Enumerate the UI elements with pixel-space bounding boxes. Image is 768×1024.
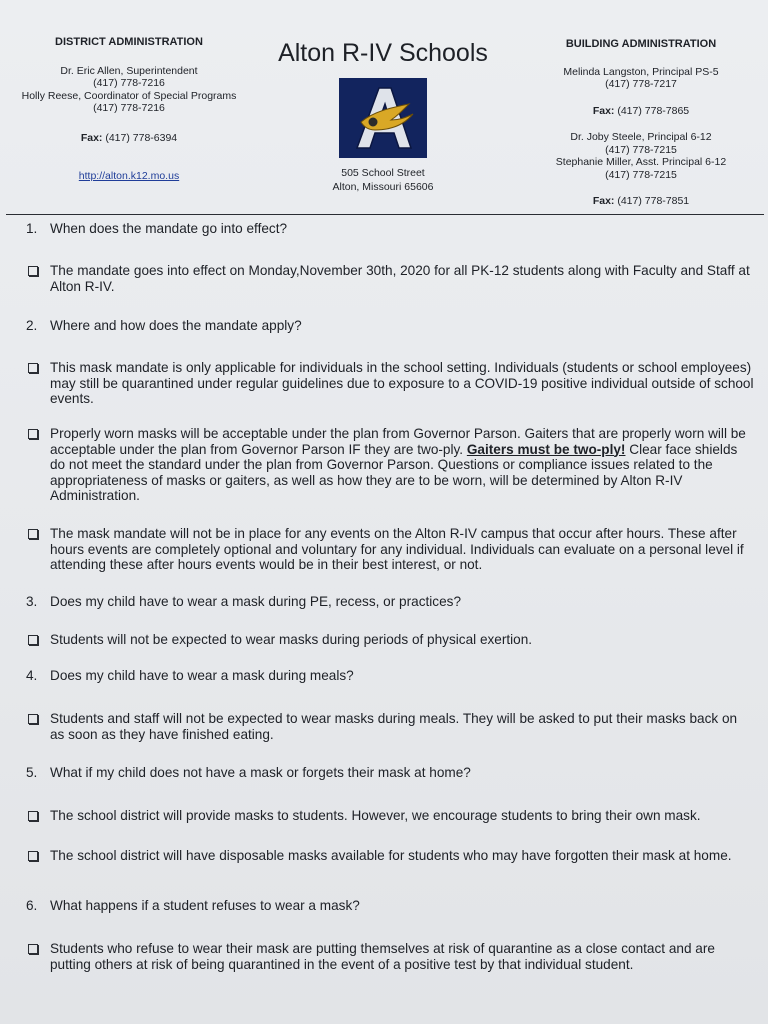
principal-ps5-phone: (417) 778-7217 xyxy=(605,78,677,90)
school-logo xyxy=(339,78,427,158)
building-administration-block xyxy=(530,38,752,208)
superintendent-phone: (417) 778-7216 xyxy=(93,77,165,89)
checkbox-bullet-icon xyxy=(24,711,46,728)
district-fax-label: Fax: xyxy=(80,131,103,144)
building-fax-2-label: Fax: xyxy=(592,195,615,207)
district-fax xyxy=(14,132,244,145)
building-fax-1-value: (417) 778-7865 xyxy=(617,104,690,117)
question-text: Does my child have to wear a mask during meals? xyxy=(50,668,354,683)
district-fax-value: (417) 778-6394 xyxy=(105,131,178,144)
answer-text: Students will not be expected to wear masks during periods of physical exertion. xyxy=(50,632,533,647)
district-website-link[interactable]: http://alton.k12.mo.us xyxy=(78,170,180,182)
building-fax-1-label: Fax: xyxy=(592,104,615,117)
answer-5b xyxy=(24,848,754,864)
checkbox-bullet-icon xyxy=(24,848,46,865)
school-logo-icon xyxy=(339,78,427,158)
building-fax-2-value: (417) 778-7851 xyxy=(617,195,690,207)
question-text: What happens if a student refuses to wear a mask? xyxy=(50,898,360,913)
checkbox-bullet-icon xyxy=(24,426,46,443)
answer-text-after: Clear face shields do not meet the standard under the plan from Governor Parson. Questions or compliance issues related to the appropriateness of masks or gaiters, as well as how they are to be worn, will be determined by Alton R-IV Administration. xyxy=(50,441,738,503)
answer-2a xyxy=(24,360,754,407)
coordinator-name: Holly Reese, Coordinator of Special Programs xyxy=(21,89,237,102)
checkbox-bullet-icon xyxy=(24,263,46,280)
answer-1 xyxy=(24,263,754,294)
question-number: 1. xyxy=(26,221,38,236)
superintendent-name: Dr. Eric Allen, Superintendent xyxy=(60,64,198,77)
question-text: Does my child have to wear a mask during PE, recess, or practices? xyxy=(50,594,462,609)
answer-5a xyxy=(24,808,754,824)
question-5 xyxy=(24,765,754,781)
school-address-line1: 505 School Street xyxy=(341,167,425,179)
checkbox-bullet-icon xyxy=(24,360,46,377)
district-administration-block xyxy=(14,36,244,183)
question-number: 3. xyxy=(26,594,38,609)
checkbox-bullet-icon xyxy=(24,526,46,543)
question-text: When does the mandate go into effect? xyxy=(50,221,288,236)
answer-text: This mask mandate is only applicable for individuals in the school setting. Individuals (students or school employees) may still be quarantined under regular guidelines due to exposure to a COVID-19 positive individual outside of school events. xyxy=(50,360,754,406)
building-fax-1 xyxy=(530,105,752,118)
gaiters-emphasis: Gaiters must be two-ply! xyxy=(466,441,626,457)
question-number: 5. xyxy=(26,765,38,780)
school-header xyxy=(258,38,508,194)
answer-text: Students who refuse to wear their mask are putting themselves at risk of quarantine as a close contact and are putting others at risk of being quarantined in the event of a positive test by that individual student. xyxy=(50,941,715,972)
answer-3 xyxy=(24,632,754,648)
principal-6-12-name: Dr. Joby Steele, Principal 6-12 xyxy=(570,131,712,143)
answer-text-before: Properly worn masks will be acceptable under the plan from Governor Parson. Gaiters that are properly worn will be acceptable under the plan from Governor Parson IF they are two-ply. xyxy=(50,426,746,457)
answer-6 xyxy=(24,941,754,972)
answer-2b xyxy=(24,426,754,504)
district-admin-title: DISTRICT ADMINISTRATION xyxy=(55,36,203,48)
answer-text: The mask mandate will not be in place for any events on the Alton R-IV campus that occur after hours. These after hours events are completely optional and voluntary for any individual. Individuals can evaluate on a personal level if attending these after hours events would be in their best interest, or not. xyxy=(50,526,744,572)
question-6 xyxy=(24,898,754,914)
question-3 xyxy=(24,594,754,610)
asst-principal-name: Stephanie Miller, Asst. Principal 6-12 xyxy=(555,156,727,168)
principal-6-12-phone: (417) 778-7215 xyxy=(605,143,677,156)
building-admin-title: BUILDING ADMINISTRATION xyxy=(565,38,717,50)
question-2 xyxy=(24,318,754,334)
question-text: Where and how does the mandate apply? xyxy=(50,318,302,333)
school-address-line2: Alton, Missouri 65606 xyxy=(332,181,434,193)
checkbox-bullet-icon xyxy=(24,808,46,825)
question-number: 6. xyxy=(26,898,38,913)
asst-principal-phone: (417) 778-7215 xyxy=(605,168,677,181)
checkbox-bullet-icon xyxy=(24,941,46,958)
answer-text: The mandate goes into effect on Monday,November 30th, 2020 for all PK-12 students along with Faculty and Staff at Alton R-IV. xyxy=(50,263,750,294)
question-number: 4. xyxy=(26,668,38,683)
principal-ps5-name: Melinda Langston, Principal PS-5 xyxy=(563,65,719,78)
coordinator-phone: (417) 778-7216 xyxy=(93,102,165,114)
answer-text: The school district will have disposable masks available for students who may have forgotten their mask at home. xyxy=(50,848,732,863)
answer-text: The school district will provide masks to students. However, we encourage students to bring their own mask. xyxy=(50,808,701,823)
question-number: 2. xyxy=(26,318,38,333)
checkbox-bullet-icon xyxy=(24,632,46,649)
school-name: Alton R-IV Schools xyxy=(278,39,488,67)
question-4 xyxy=(24,668,754,684)
answer-text: Students and staff will not be expected to wear masks during meals. They will be asked to put their masks back on as soon as they have finished eating. xyxy=(50,711,738,742)
building-fax-2 xyxy=(530,195,752,208)
answer-text xyxy=(50,426,754,504)
answer-4 xyxy=(24,711,754,742)
answer-2c xyxy=(24,526,754,573)
question-text: What if my child does not have a mask or forgets their mask at home? xyxy=(50,765,471,780)
header-divider xyxy=(6,214,764,215)
question-1 xyxy=(24,221,754,237)
